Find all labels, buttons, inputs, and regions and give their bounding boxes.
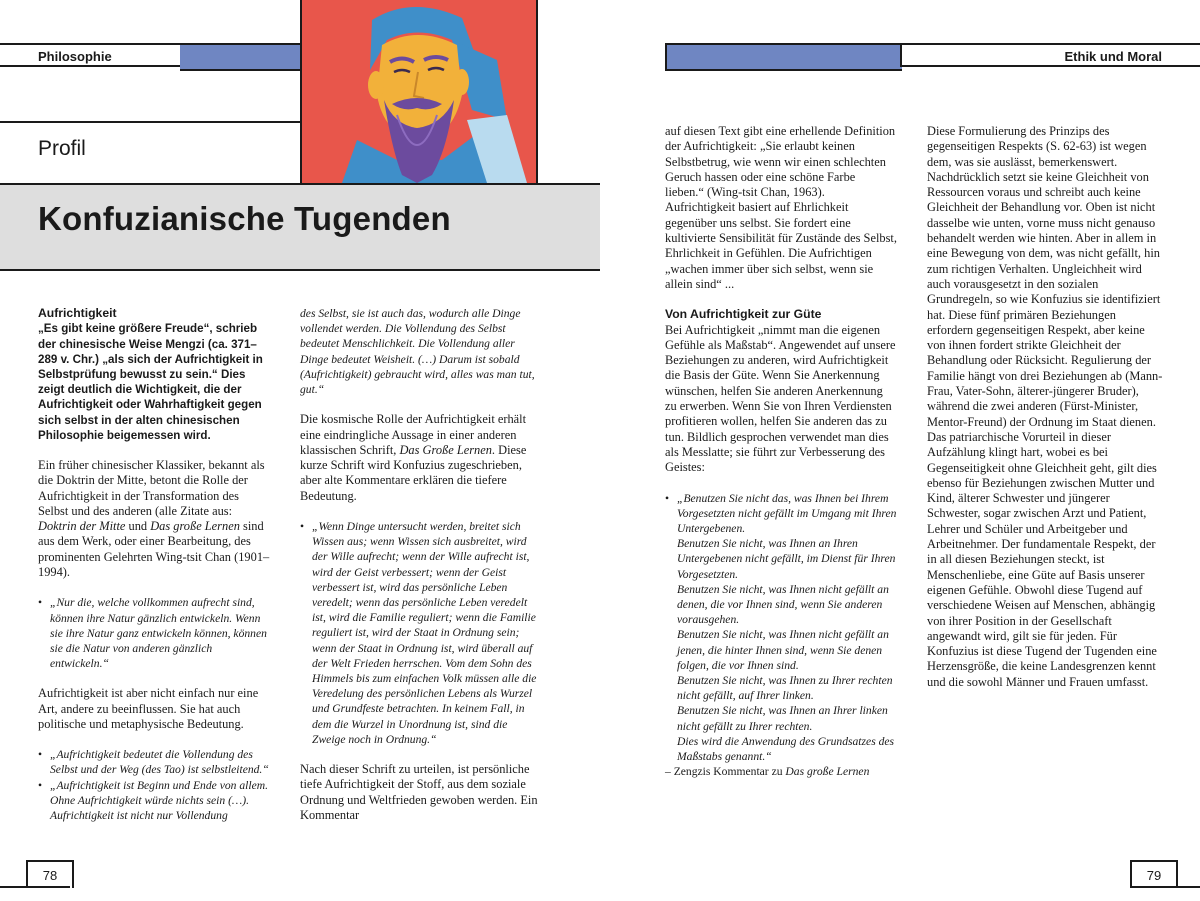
quote-line: „Benutzen Sie nicht das, was Ihnen bei Ihrem Vorgesetzten nicht gefällt im Umgang mit Ihren Untergebenen.: [677, 491, 897, 535]
body-paragraph: [300, 412, 540, 504]
confucius-portrait-svg: [302, 0, 536, 183]
quote-line: Benutzen Sie nicht, was Ihnen nicht gefällt an jenen, die hinter Ihnen sind, wenn Sie denen folgen, die vor Ihnen sind.: [677, 628, 889, 672]
page-number-left: 78: [26, 860, 74, 888]
body-paragraph: Diese Formulierung des Prinzips des gegenseitigen Respekts (S. 62-63) ist wegen dem, was sie auslässt, bemerkenswert. Nachdrücklich setzt sie keine Gleichheit von Ressourcen voraus und schreibt auch keine Gleichheit der Behandlung vor. Oben ist nicht dasselbe wie unten, vorne muss nicht genauso behandelt werden wie hinten. Aber in allem in eine Bewegung von dem, was nicht gefällt, hin zum richtigen Verhalten. Ungleichheit wird auch vorausgesetzt in den sozialen Grundregeln, so wie Konfuzius sie identifiziert hat. Diese fünf primären Beziehungen erfordern gegenseitigen Respekt, aber keine von ihnen fordert strikte Gleichheit der Behandlung oder Rücksicht. Regulierung der Familie hängt von drei Beziehungen ab (Mann-Frau, Vater-Sohn, älterer-jüngerer Bruder), während die zwei anderen (Fürst-Minister, Mentor-Freund) der Ordnung im Staat dienen. Das patriarchische Vorurteil in dieser Aufzählung klingt hart, wobei es bei Gegenseitigkeit ohne Gleichheit geht, gilt dies ebenso für Beziehungen zwischen Mutter und Kind, älterer Schwester und jüngerer Schwester, sogar zwischen Arzt und Patient, Lehrer und Schüler und Arbeitgeber und Arbeitnehmer. Der fundamentale Respekt, der in all diesen Beziehungen steckt, ist Menschenliebe, eine Güte auf Basis unserer eigenen Gefühle. Obwohl diese Tugend auf verschiedene Weisen auf Menschen, abhängig von ihrer Position in der Gesellschaft angewandt wird, gilt sie für jeden. Für Konfuzius ist diese Tugend der Tugenden eine Herzensgröße, die keine Landesgrenzen kennt und die sowohl Männer und Frauen umfasst.: [927, 124, 1163, 689]
quote-item: • „Nur die, welche vollkommen aufrecht sind, können ihre Natur gänzlich entwickeln. Wenn sie ihre Natur ganz entwickeln können, können sie die Natur von anderen gänzlich entwickeln.“: [38, 595, 270, 671]
body-paragraph: auf diesen Text gibt eine erhellende Definition der Aufrichtigkeit: „Sie erlaubt keinen Selbstbetrug, wie wenn wir einen schlechten Geruch hassen oder eine schöne Farbe lieben.“ (Wing-tsit Chan, 1963). Aufrichtigkeit basiert auf Ehrlichkeit gegenüber uns selbst. Sie fordert eine kultivierte Sensibilität für Zustände des Selbst, Ehrlichkeit in Gefühlen. Die Aufrichtigen „wachen immer über sich selbst, wenn sie allein sind“ ...: [665, 124, 897, 291]
quote-continuation: des Selbst, sie ist auch das, wodurch alle Dinge vollendet werden. Die Vollendung des Selbst bedeutet Menschlichkeit. Die Vollendung aller Dinge bedeutet Weisheit. (…) Darum ist sobald (Aufrichtigkeit) gebraucht wird, alles was man tut, gut.“: [300, 307, 535, 397]
profile-label: Profil: [38, 137, 86, 160]
section-header-right: [900, 43, 1200, 67]
quote-item: • „Aufrichtigkeit bedeutet die Vollendung des Selbst und der Weg (des Tao) ist selbstleitend.“: [38, 747, 270, 777]
page-number-right: 79: [1130, 860, 1178, 888]
text-run: Die kosmische Rolle der Aufrichtigkeit erhält eine eindringliche Aussage in einer anderen klassischen Schrift,: [300, 412, 527, 457]
text-run: sind aus dem Werk, oder einer Bearbeitung, des prominenten Gelehrten Wing-tsit Chan (1901–1994).: [38, 519, 270, 579]
body-paragraph: Bei Aufrichtigkeit „nimmt man die eigenen Gefühle als Maßstab“. Angewendet auf unsere Beziehungen zu anderen, wird Aufrichtigkeit die Basis der Güte. Wenn Sie Anerkennung wünschen, helfen Sie anderen Anerkennung zu erwerben. Wenn Sie von Ihren Verdiensten profitieren wollen, helfen Sie anderen das zu tun. Bildlich gesprochen verwendet man dies als Messlatte; sie führt zur Verbesserung des Geistes:: [665, 322, 896, 475]
divider-line: [0, 121, 300, 123]
text-run: und: [125, 519, 151, 534]
quote-list: [300, 519, 540, 747]
book-title: Doktrin der Mitte: [38, 519, 126, 534]
book-title: Das große Lernen: [785, 765, 870, 779]
bullet: •: [665, 491, 670, 505]
text-column-2: [300, 306, 540, 838]
confucius-portrait-illustration: [300, 0, 538, 185]
section-heading: Aufrichtigkeit: [38, 306, 117, 320]
book-title: Das große Lernen: [150, 519, 240, 534]
section-header-left: [0, 43, 180, 67]
book-title: Das Große Lernen: [399, 442, 492, 457]
body-paragraph: Aufrichtigkeit ist aber nicht einfach nur eine Art, andere zu beeinflussen. Sie hat auch politische und metaphysische Bedeutung.: [38, 686, 259, 731]
quote-line: Benutzen Sie nicht, was Ihnen nicht gefällt an denen, die vor Ihnen sind, wenn Sie anderen vorausgehen.: [677, 582, 889, 627]
quote-attribution: [665, 764, 897, 779]
header-accent-bar-right: [665, 43, 902, 71]
quote-line: Benutzen Sie nicht, was Ihnen an Ihren Untergebenen nicht gefällt, im Dienst für Ihren Vorgesetzten.: [677, 537, 896, 581]
body-paragraph: [38, 458, 270, 580]
text-column-3: [665, 124, 897, 779]
text-column-1: [38, 306, 270, 838]
section-label-ethik-und-moral: Ethik und Moral: [1064, 49, 1162, 64]
section-heading: Von Aufrichtigkeit zur Güte: [665, 307, 822, 322]
quote-line: Dies wird die Anwendung des Grundsatzes des Maßstabs genannt.“: [677, 734, 895, 763]
quote-line: Benutzen Sie nicht, was Ihnen zu Ihrer rechten nicht gefällt, auf Ihrer linken.: [677, 673, 893, 703]
text-run: – Zengzis Kommentar zu: [665, 765, 786, 779]
quote-list: [38, 747, 270, 823]
section-label-philosophie: Philosophie: [38, 49, 112, 64]
quote-item: • „Aufrichtigkeit ist Beginn und Ende von allem. Ohne Aufrichtigkeit würde nichts sein (…). Aufrichtigkeit ist nicht nur Vollendung: [38, 778, 270, 824]
header-accent-bar-left: [180, 43, 300, 71]
text-run: Ein früher chinesischer Klassiker, bekannt als die Doktrin der Mitte, betont die Rolle der Aufrichtigkeit in der Transformation des Selbst und des anderen (alle Zitate aus:: [38, 457, 265, 518]
article-title: Konfuzianische Tugenden: [38, 200, 451, 237]
quote-line: Benutzen Sie nicht, was Ihnen an Ihrer linken nicht gefällt zu Ihrer rechten.: [677, 704, 888, 733]
body-paragraph: Nach dieser Schrift zu urteilen, ist persönliche tiefe Aufrichtigkeit der Stoff, aus dem soziale Ordnung und Weltfrieden gewoben werden. Ein Kommentar: [300, 762, 538, 822]
quote-block: [665, 491, 897, 780]
text-run: . Diese kurze Schrift wird Konfuzius zugeschrieben, aber alte Kommentare erklären die tiefere Bedeutung.: [300, 442, 527, 503]
text-column-4: [927, 124, 1165, 705]
lead-paragraph: „Es gibt keine größere Freude“, schrieb der chinesische Weise Mengzi (ca. 371–289 v. Chr.) „als sich der Aufrichtigkeit in Selbstprüfung bewusst zu sein.“ Dies zeigt deutlich die Wichtigkeit, die der Aufrichtigkeit oder Wahrhaftigkeit gegen sich selbst in der alten chinesischen Philosophie beigemessen wird.: [38, 322, 263, 442]
quote-list: [38, 595, 270, 671]
quote-item: • „Wenn Dinge untersucht werden, breitet sich Wissen aus; wenn Wissen sich ausbreitet, wird der Wille aufrecht; wenn der Wille aufrecht ist, wird der Geist verbessert; wenn der Geist verbessert ist, wird das persönliche Leben veredelt; wenn das persönliche Leben veredelt ist, wird die Familie reguliert; wenn die Familie reguliert ist, wird der Staat in Ordnung sein; wenn der Staat in Ordnung ist, wird überall auf der Welt Frieden herrschen. Vom dem Sohn des Himmels bis zum einfachen Volk müssen alle die Veredelung des persönlichen Lebens als Wurzel und Grundfeste betrachten. In keinem Fall, in dem die Wurzel in Unordnung ist, sind die Zweige noch in Ordnung.“: [300, 519, 540, 747]
